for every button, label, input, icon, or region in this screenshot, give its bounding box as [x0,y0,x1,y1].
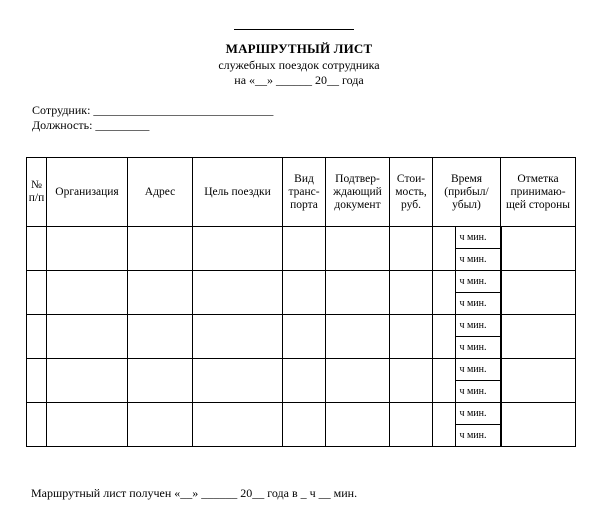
cell-organization[interactable] [47,359,128,403]
header-organization: Организация [47,158,128,227]
cell-organization[interactable] [47,227,128,271]
table-row [27,403,576,425]
cell-cost[interactable] [390,403,433,447]
cell-address[interactable] [128,359,193,403]
cell-purpose[interactable] [193,227,283,271]
header-address: Адрес [128,158,193,227]
cell-time-spacer[interactable] [433,359,456,403]
top-signature-line [234,29,354,30]
cell-host-mark[interactable] [501,403,576,447]
cell-time-departed[interactable]: ч мин. [456,381,501,403]
cell-time-departed[interactable]: ч мин. [456,425,501,447]
header-purpose: Цель поездки [193,158,283,227]
cell-cost[interactable] [390,359,433,403]
cell-transport[interactable] [283,227,326,271]
cell-host-mark[interactable] [501,227,576,271]
cell-transport[interactable] [283,359,326,403]
document-subtitle: служебных поездок сотрудника [218,58,380,72]
cell-purpose[interactable] [193,271,283,315]
document-date-line: на «__» ______ 20__ года [234,73,364,87]
cell-time-arrived[interactable]: ч мин. [456,359,501,381]
cell-document[interactable] [326,271,390,315]
cell-document[interactable] [326,359,390,403]
cell-number[interactable] [27,227,47,271]
document-title: МАРШРУТНЫЙ ЛИСТ [225,41,373,56]
header-number: № п/п [27,158,47,227]
cell-time-departed[interactable]: ч мин. [456,249,501,271]
cell-host-mark[interactable] [501,271,576,315]
table-row [27,359,576,381]
table-row [27,271,576,293]
cell-host-mark[interactable] [501,315,576,359]
header-cost: Стои-мость, руб. [390,158,433,227]
cell-time-departed[interactable]: ч мин. [456,337,501,359]
cell-document[interactable] [326,227,390,271]
cell-address[interactable] [128,227,193,271]
cell-time-arrived[interactable]: ч мин. [456,315,501,337]
cell-number[interactable] [27,403,47,447]
cell-cost[interactable] [390,227,433,271]
route-table [26,157,576,447]
cell-document[interactable] [326,315,390,359]
header-host-mark: Отметка принимаю-щей стороны [501,158,576,227]
header-document: Подтвер-ждающий документ [326,158,390,227]
table-row [27,227,576,249]
cell-number[interactable] [27,359,47,403]
cell-transport[interactable] [283,403,326,447]
cell-time-spacer[interactable] [433,315,456,359]
cell-time-spacer[interactable] [433,403,456,447]
table-row [27,315,576,337]
cell-host-mark[interactable] [501,359,576,403]
cell-organization[interactable] [47,315,128,359]
cell-time-arrived[interactable]: ч мин. [456,403,501,425]
cell-time-arrived[interactable]: ч мин. [456,227,501,249]
cell-document[interactable] [326,403,390,447]
cell-time-spacer[interactable] [433,227,456,271]
cell-transport[interactable] [283,315,326,359]
cell-cost[interactable] [390,315,433,359]
cell-number[interactable] [27,271,47,315]
cell-number[interactable] [27,315,47,359]
cell-time-spacer[interactable] [433,271,456,315]
cell-transport[interactable] [283,271,326,315]
cell-purpose[interactable] [193,403,283,447]
cell-address[interactable] [128,271,193,315]
cell-address[interactable] [128,315,193,359]
cell-purpose[interactable] [193,315,283,359]
cell-cost[interactable] [390,271,433,315]
cell-organization[interactable] [47,403,128,447]
header-transport: Вид транс-порта [283,158,326,227]
cell-time-arrived[interactable]: ч мин. [456,271,501,293]
employee-field: Сотрудник: ______________________________ [32,103,274,117]
cell-address[interactable] [128,403,193,447]
route-table-body [27,227,576,447]
received-line: Маршрутный лист получен «__» ______ 20__ года в _ ч __ мин. [31,486,358,500]
position-field: Должность: _________ [32,118,150,132]
header-time: Время (прибыл/ убыл) [433,158,501,227]
cell-purpose[interactable] [193,359,283,403]
cell-organization[interactable] [47,271,128,315]
cell-time-departed[interactable]: ч мин. [456,293,501,315]
